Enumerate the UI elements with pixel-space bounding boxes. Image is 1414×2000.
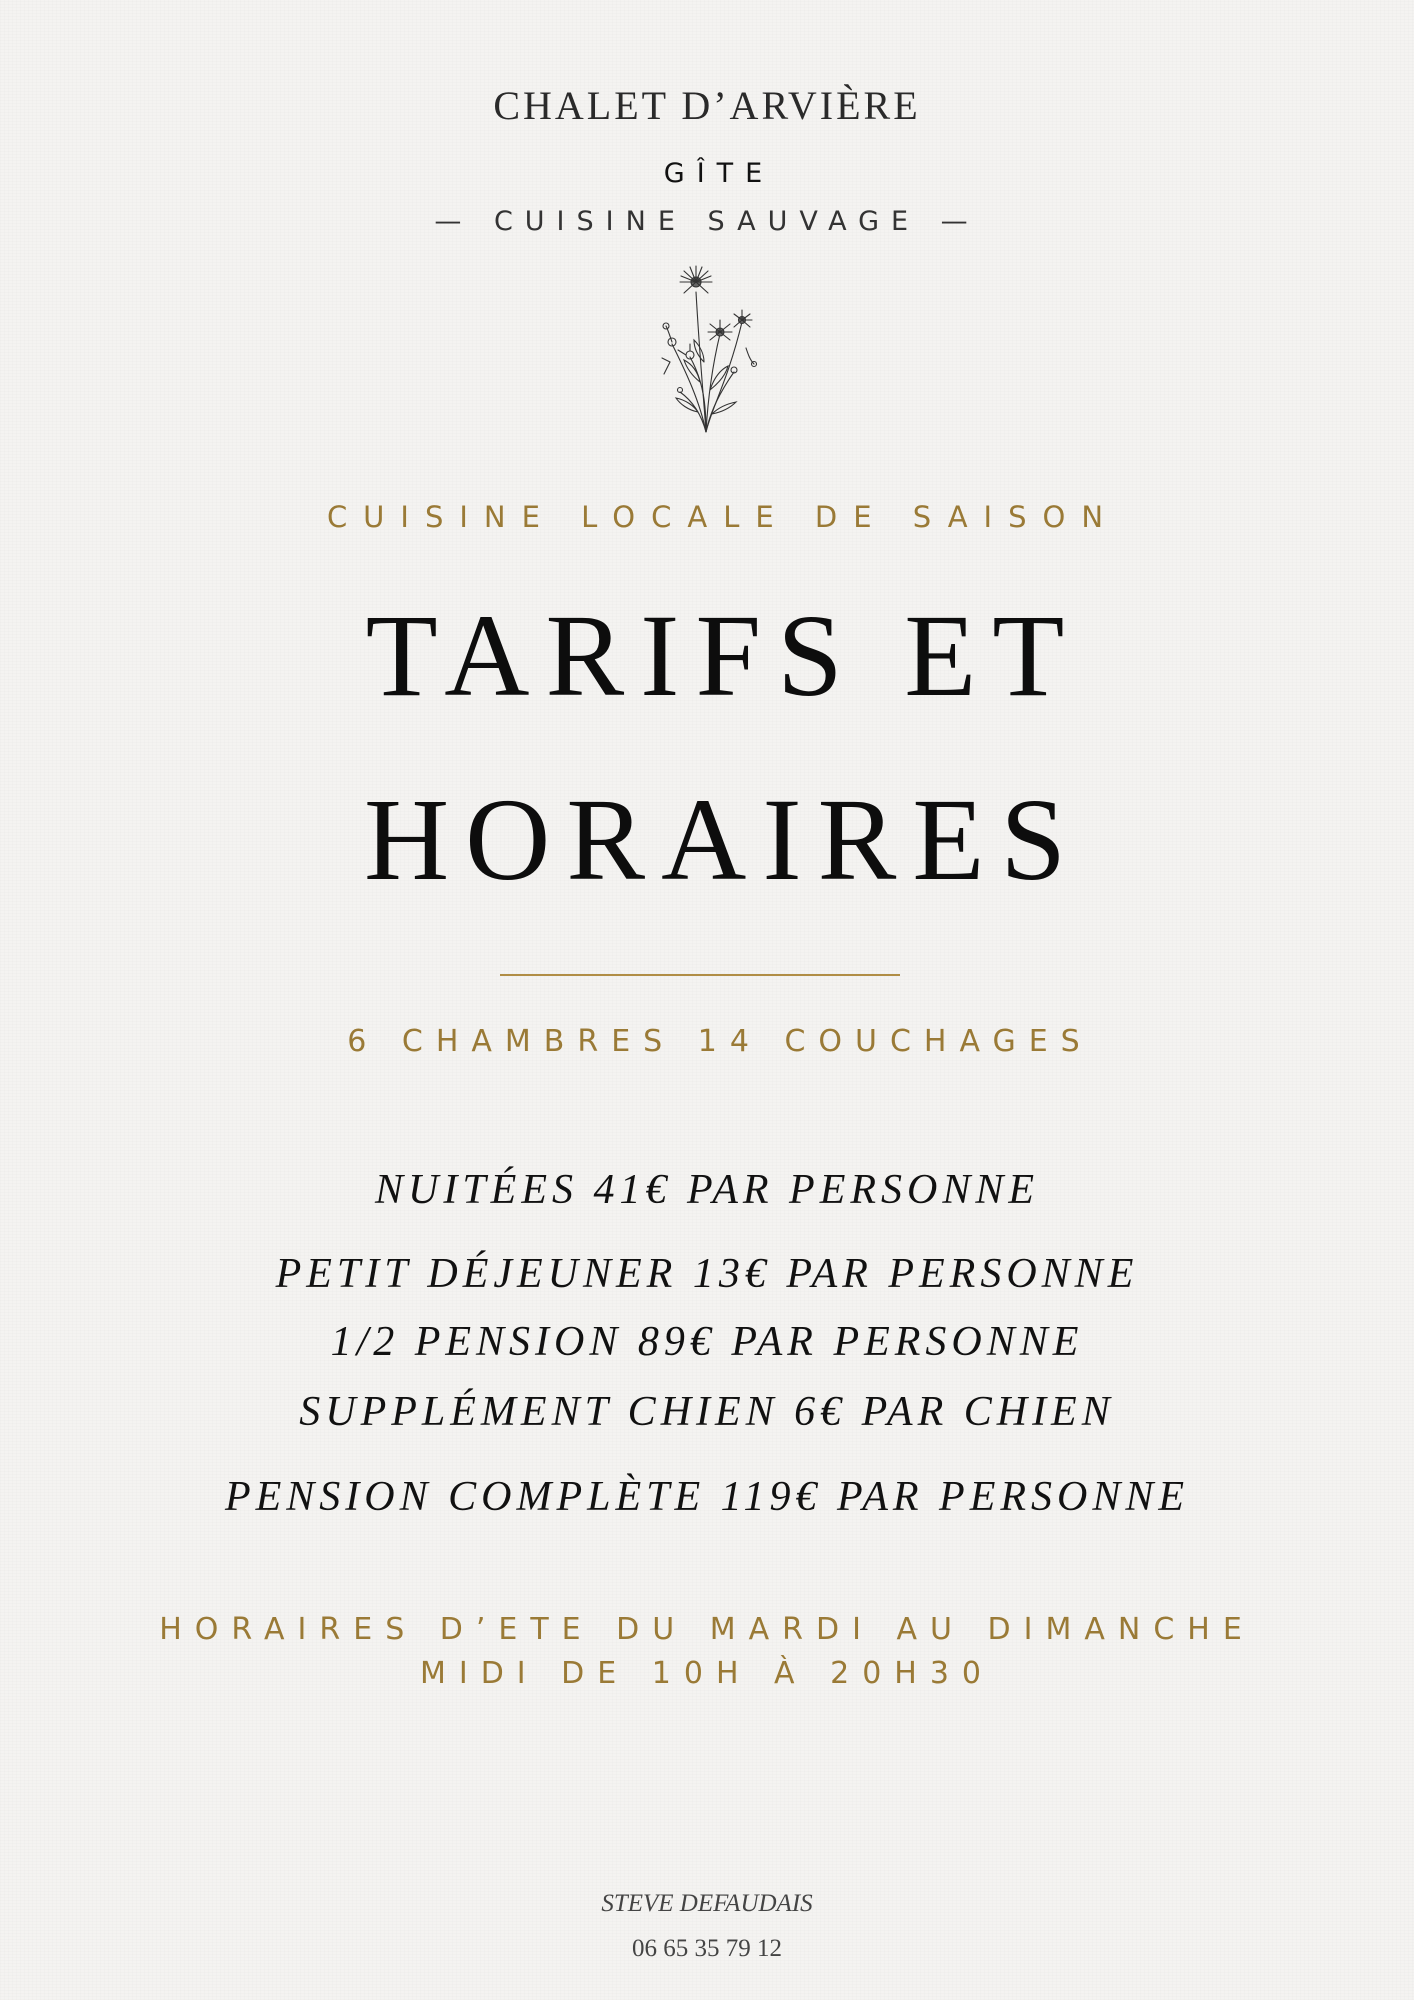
price-line: SUPPLÉMENT CHIEN 6€ PAR CHIEN [299, 1389, 1115, 1435]
cuisine-subtitle: CUISINE LOCALE DE SAISON [326, 500, 1120, 534]
hours-times: MIDI DE 10H À 20H30 [419, 1656, 995, 1691]
price-line: NUITÉES 41€ PAR PERSONNE [374, 1167, 1040, 1213]
price-line: PETIT DÉJEUNER 13€ PAR PERSONNE [275, 1251, 1139, 1297]
gite-label: GÎTE [663, 158, 775, 189]
rooms-info: 6 CHAMBRES 14 COUCHAGES [347, 1024, 1093, 1059]
owner-name: STEVE DEFAUDAIS [601, 1890, 813, 1917]
price-line: PENSION COMPLÈTE 119€ PAR PERSONNE [224, 1474, 1190, 1520]
wildflower-bouquet-icon [650, 262, 762, 442]
phone-number: 06 65 35 79 12 [632, 1935, 782, 1962]
price-line: 1/2 PENSION 89€ PAR PERSONNE [330, 1319, 1084, 1365]
hours-days: HORAIRES D’ETE DU MARDI AU DIMANCHE [159, 1612, 1255, 1647]
brand-name: CHALET D’ARVIÈRE [493, 83, 921, 128]
page-title-line1: TARIFS ET [365, 590, 1081, 721]
cuisine-sauvage-label: — CUISINE SAUVAGE — [434, 206, 980, 237]
divider-rule [500, 974, 900, 976]
page-title-line2: HORAIRES [363, 774, 1083, 905]
